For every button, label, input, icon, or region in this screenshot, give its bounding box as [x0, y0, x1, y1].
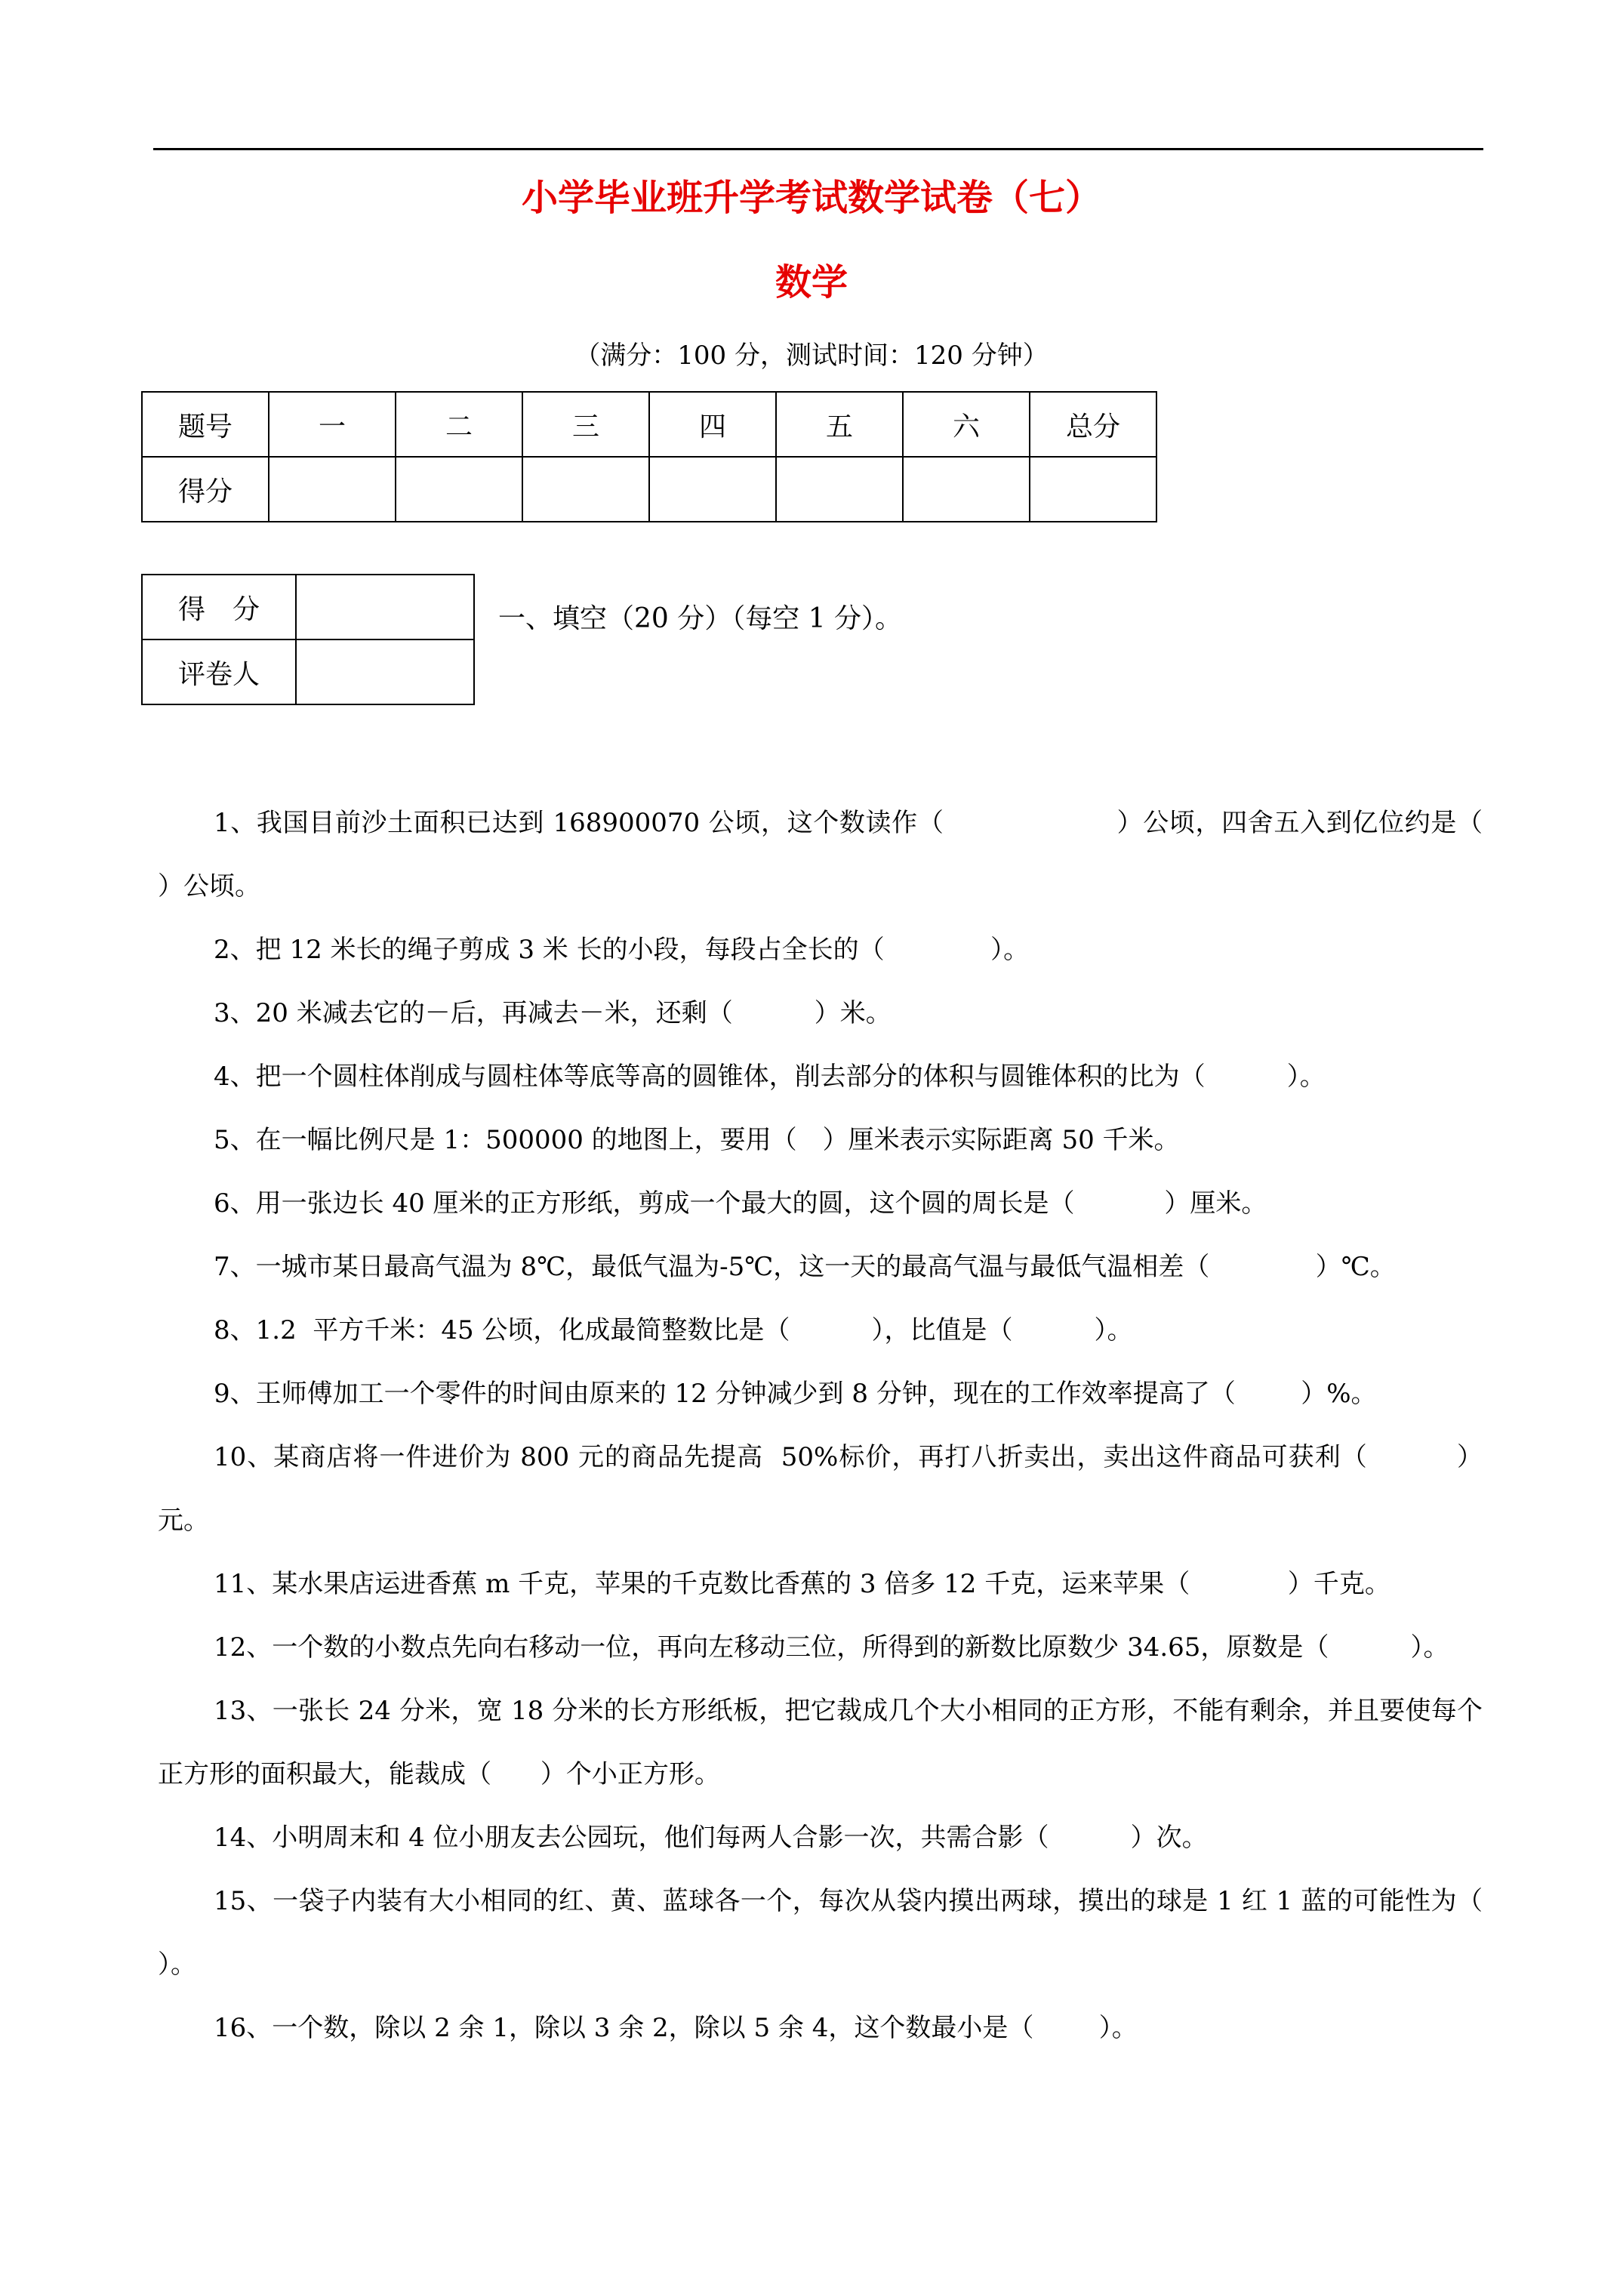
score-table-header-cell: 六 — [903, 392, 1030, 457]
question-item: 6、用一张边长 40 厘米的正方形纸，剪成一个最大的圆，这个圆的周长是（ ）厘米。 — [214, 1188, 1267, 1219]
grader-score-row — [142, 575, 474, 639]
question-item: 15、一袋子内装有大小相同的红、黄、蓝球各一个，每次从袋内摸出两球，摸出的球是 1 红 1 蓝的可能性为（ ）。 — [158, 1886, 1532, 1980]
grader-box — [141, 574, 475, 705]
question-item: 3、20 米减去它的－后，再减去－米，还剩（ ）米。 — [214, 998, 892, 1028]
question-item: 16、一个数，除以 2 余 1，除以 3 余 2，除以 5 余 4，这个数最小是（ ）。 — [214, 2013, 1138, 2043]
score-table-header-cell: 五 — [776, 392, 903, 457]
score-table-header-row — [142, 392, 1156, 457]
question-item: 14、小明周末和 4 位小朋友去公园玩，他们每两人合影一次，共需合影（ ）次。 — [214, 1823, 1208, 1853]
score-table — [141, 391, 1157, 522]
question-item: 12、一个数的小数点先向右移动一位，再向左移动三位，所得到的新数比原数少 34.65，原数是（ ）。 — [214, 1632, 1449, 1663]
grader-name-row — [142, 639, 474, 704]
grader-name-label: 评卷人 — [142, 639, 296, 704]
question-item: 5、在一幅比例尺是 1：500000 的地图上，要用（ ）厘米表示实际距离 50 千米。 — [214, 1125, 1180, 1155]
question-item: 11、某水果店运进香蕉 m 千克，苹果的千克数比香蕉的 3 倍多 12 千克，运来苹果（ ）千克。 — [214, 1569, 1390, 1599]
exam-meta: （满分：100 分，测试时间：120 分钟） — [574, 341, 1049, 371]
question-item: 7、一城市某日最高气温为 8℃，最低气温为-5℃，这一天的最高气温与最低气温相差（ ）℃。 — [214, 1252, 1396, 1282]
score-cell[interactable] — [1030, 457, 1156, 522]
question-item: 1、我国目前沙土面积已达到 168900070 公顷，这个数读作（ ）公顷，四舍五入到亿位约是（ ）公顷。 — [158, 808, 1548, 901]
question-item: 2、把 12 米长的绳子剪成 3 米 长的小段，每段占全长的（ ）。 — [214, 935, 1030, 965]
score-table-header-cell: 四 — [649, 392, 776, 457]
question-item: 9、王师傅加工一个零件的时间由原来的 12 分钟减少到 8 分钟，现在的工作效率提高了（ ）%。 — [214, 1379, 1377, 1409]
grader-name-cell[interactable] — [296, 639, 474, 704]
score-table-header-cell: 题号 — [142, 392, 269, 457]
question-list — [158, 791, 1548, 2060]
header-rule — [153, 148, 1483, 150]
page-title: 小学毕业班升学考试数学试卷（七） — [521, 177, 1101, 219]
score-table-header-cell: 二 — [396, 392, 522, 457]
question-item: 4、把一个圆柱体削成与圆柱体等底等高的圆锥体，削去部分的体积与圆锥体积的比为（ ）。 — [214, 1062, 1326, 1092]
score-table-header-cell: 三 — [522, 392, 649, 457]
question-item: 13、一张长 24 分米，宽 18 分米的长方形纸板，把它裁成几个大小相同的正方形，不能有剩余，并且要使每个正方形的面积最大，能裁成（ ）个小正方形。 — [158, 1696, 1483, 1789]
question-item: 8、1.2 平方千米：45 公顷，化成最简整数比是（ ），比值是（ ）。 — [214, 1315, 1133, 1345]
grader-score-cell[interactable] — [296, 575, 474, 639]
score-cell[interactable] — [396, 457, 522, 522]
score-cell[interactable] — [903, 457, 1030, 522]
score-table-header-cell: 一 — [269, 392, 396, 457]
section-heading: 一、填空（20 分）（每空 1 分）。 — [498, 603, 903, 634]
grader-score-label: 得 分 — [142, 575, 296, 639]
score-row-label: 得分 — [142, 457, 269, 522]
score-cell[interactable] — [649, 457, 776, 522]
subject-title: 数学 — [775, 261, 848, 304]
score-cell[interactable] — [776, 457, 903, 522]
score-cell[interactable] — [269, 457, 396, 522]
score-table-header-cell: 总分 — [1030, 392, 1156, 457]
score-cell[interactable] — [522, 457, 649, 522]
score-table-score-row — [142, 457, 1156, 522]
question-item: 10、某商店将一件进价为 800 元的商品先提高 50%标价，再打八折卖出，卖出这件商品可获利（ ）元。 — [158, 1442, 1483, 1536]
